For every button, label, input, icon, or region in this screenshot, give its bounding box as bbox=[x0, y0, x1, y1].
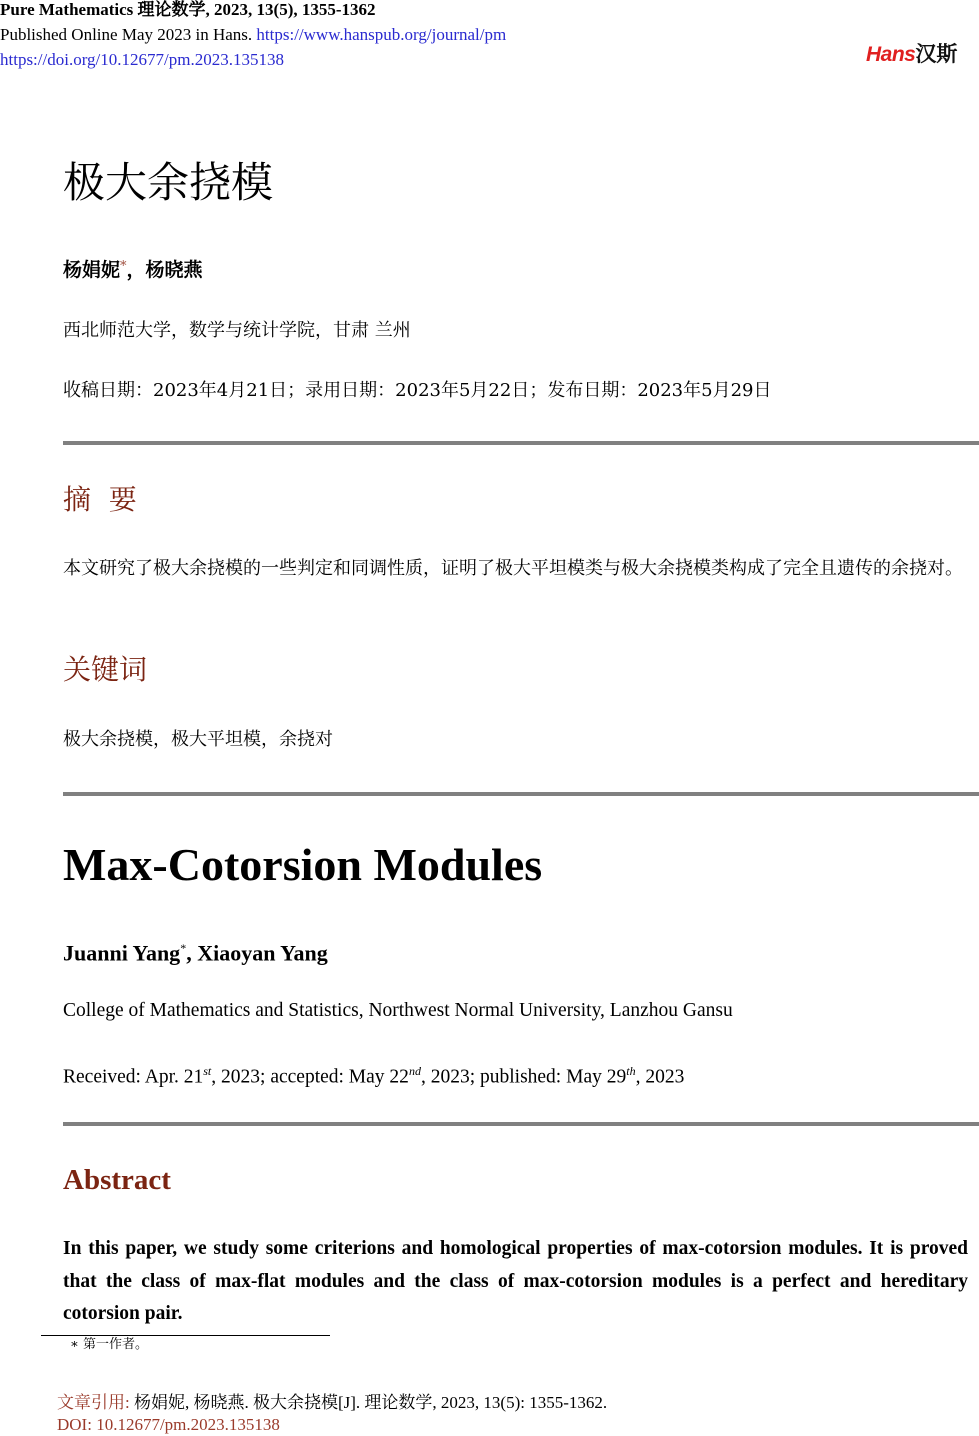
journal-info: Pure Mathematics 理论数学, 2023, 13(5), 1355-1362 bbox=[0, 0, 376, 19]
citation-text: 杨娟妮, 杨晓燕. 极大余挠模[J]. 理论数学, 2023, 13(5): 1355-1362. bbox=[129, 1393, 608, 1412]
citation-line bbox=[57, 1392, 607, 1414]
published-prefix: Published Online May 2023 in Hans. bbox=[0, 25, 253, 44]
published-online-line bbox=[0, 25, 506, 45]
footnote: ∗ 第一作者。 bbox=[70, 1337, 148, 1352]
english-dates bbox=[63, 1058, 684, 1091]
citation-doi: DOI: 10.12677/pm.2023.135138 bbox=[57, 1415, 280, 1434]
first-author-mark: * bbox=[120, 259, 127, 274]
logo-cn: 汉斯 bbox=[915, 43, 958, 66]
chinese-abstract-text: 本文研究了极大余挠模的一些判定和同调性质，证明了极大平坦模类与极大余挠模类构成了完全且遗传的余挠对。 bbox=[63, 558, 963, 579]
accepted-date: , 2023; accepted: May 22 bbox=[211, 1066, 409, 1088]
hans-logo bbox=[866, 42, 957, 68]
english-authors bbox=[63, 934, 328, 967]
doi-line bbox=[0, 50, 284, 70]
author-1-cn: 杨娟妮 bbox=[63, 259, 121, 281]
chinese-affiliation: 西北师范大学，数学与统计学院，甘肃 兰州 bbox=[63, 320, 411, 341]
ordinal-suffix: nd bbox=[408, 1064, 421, 1078]
published-year: , 2023 bbox=[635, 1066, 685, 1088]
section-divider bbox=[63, 792, 979, 796]
logo-en: Hans bbox=[866, 43, 916, 66]
author-2-cn: 杨晓燕 bbox=[145, 259, 203, 281]
english-abstract-heading: Abstract bbox=[63, 1164, 171, 1196]
doi-url-link[interactable]: https://doi.org/10.12677/pm.2023.135138 bbox=[0, 50, 284, 69]
chinese-authors bbox=[63, 254, 203, 283]
chinese-title: 极大余挠模 bbox=[63, 158, 274, 207]
ordinal-suffix: st bbox=[203, 1064, 212, 1078]
author-1-en: Juanni Yang bbox=[63, 940, 181, 966]
english-title: Max-Cotorsion Modules bbox=[63, 839, 543, 890]
author-rest-en: , Xiaoyan Yang bbox=[186, 940, 328, 966]
published-date: , 2023; published: May 29 bbox=[420, 1066, 627, 1088]
keywords-heading: 关键词 bbox=[63, 653, 148, 686]
english-abstract-text: In this paper, we study some criterions and homological properties of max-cotorsion modules. It is proved that the class of max-flat modules and the class of max-cotorsion modules is a perfect and hereditary cotorsion pair. bbox=[63, 1238, 968, 1324]
chinese-dates: 收稿日期：2023年4月21日；录用日期：2023年5月22日；发布日期：2023年5月29日 bbox=[63, 380, 772, 401]
first-author-mark: * bbox=[180, 941, 187, 955]
section-divider bbox=[63, 441, 979, 445]
author-sep: ， bbox=[126, 259, 146, 281]
chinese-keywords: 极大余挠模，极大平坦模，余挠对 bbox=[63, 729, 333, 750]
ordinal-suffix: th bbox=[626, 1064, 636, 1078]
chinese-abstract-heading: 摘 要 bbox=[63, 483, 137, 516]
section-divider bbox=[63, 1122, 979, 1126]
citation-label: 文章引用: bbox=[57, 1393, 130, 1412]
english-affiliation: College of Mathematics and Statistics, Northwest Normal University, Lanzhou Gansu bbox=[63, 1000, 733, 1021]
journal-url-link[interactable]: https://www.hanspub.org/journal/pm bbox=[256, 25, 507, 44]
received-date: Received: Apr. 21 bbox=[63, 1066, 204, 1088]
